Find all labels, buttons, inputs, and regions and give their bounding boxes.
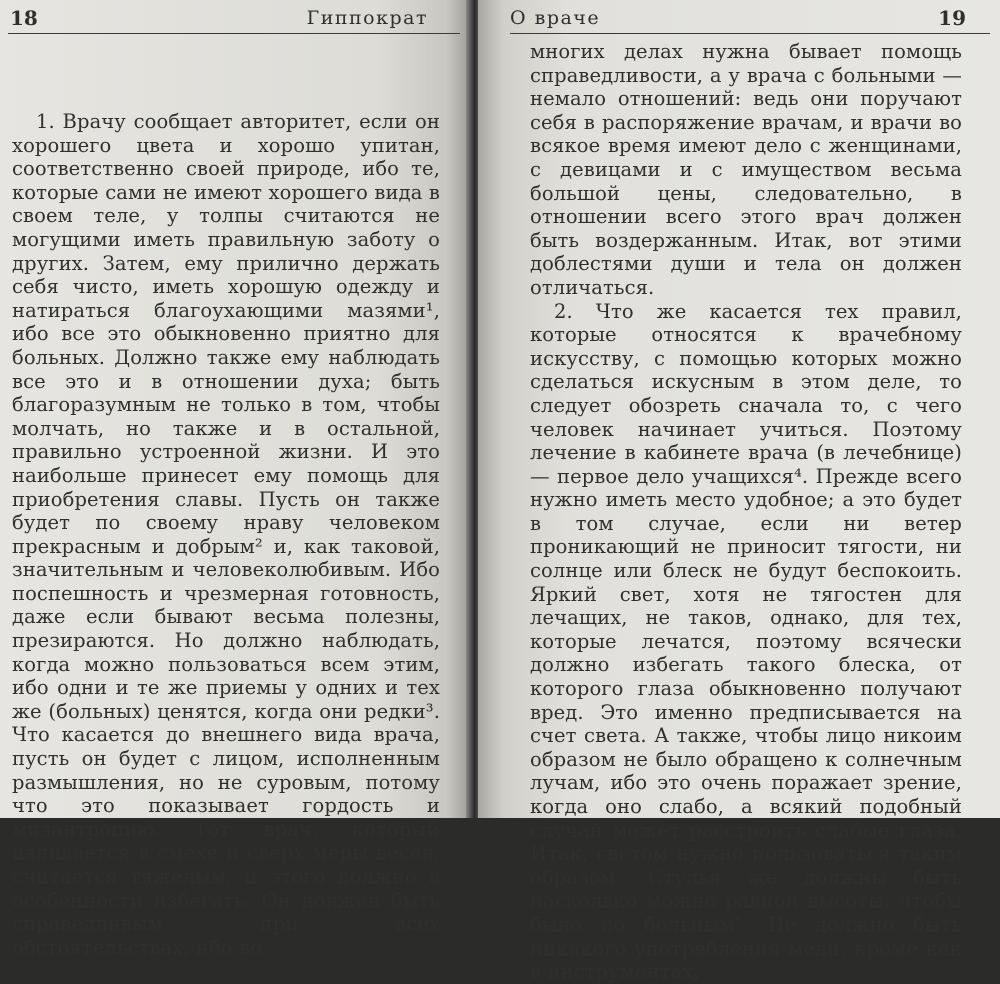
left-page-header	[8, 0, 460, 34]
page-number-left: 18	[10, 6, 38, 30]
paragraph-1: 1. Врачу сообщает авторитет, если он хорошего цвета и хорошо упитан, соответственно своей природе, ибо те, которые сами не имеют хорошего вида в своем теле, у толпы считаются не могущими иметь правильную заботу о других. Затем, ему прилично держать себя чисто, иметь хорошую одежду и натираться благоухающими мазями¹, ибо все это обыкновенно приятно для больных. Должно также ему наблюдать все это и в отношении духа; быть благоразумным не только в том, чтобы молчать, но также и в остальной, правильно устроенной жизни. И это наибольше принесет ему помощь для приобретения славы. Пусть он также будет по своему нраву человеком прекрасным и добрым² и, как таковой, значительным и человеколюбивым. Ибо поспешность и чрезмерная готовность, даже если бывают весьма полезны, презираются. Но должно наблюдать, когда можно пользоваться всем этим, ибо одни и те же приемы у одних и тех же (больных) ценятся, когда они редки³. Что касается до внешнего вида врача, пусть он будет с лицом, исполненным размышления, но не суровым, потому что это показывает гордость и мизантропию. Тот врач, который изливается в смехе и сверх меры весел, считается тяжелым, и этого должно в особенности избегать. Он должен быть справедливым при всех обстоятельствах, ибо во	[12, 110, 440, 959]
right-page-text	[530, 34, 990, 984]
right-page	[478, 0, 1000, 984]
running-title-right: О враче	[510, 7, 601, 29]
right-page-header	[510, 0, 990, 34]
paragraph-1-continuation: многих делах нужна бывает помощь справедливости, а у врача с больными — немало отношений: ведь они поручают себя в распоряжение врачам, и врачи во всякое время имеют дело с женщинами, с девицами и с имуществом весьма большой цены, следовательно, в отношении всего этого врач должен быть воздержанным. Итак, вот этими доблестями души и тела он должен отличаться.	[530, 40, 962, 299]
paragraph-2: 2. Что же касается тех правил, которые относятся к врачебному искусству, с помощью которых можно сделаться искусным в этом деле, то следует обозреть сначала то, с чего человек начинает учиться. Поэтому лечение в кабинете врача (в лечебнице) — первое дело учащихся⁴. Прежде всего нужно иметь место удобное; а это будет в том случае, если ни ветер проникающий не приносит тягости, ни солнце или блеск не будут беспокоить. Яркий свет, хотя не тягостен для лечащих, не таков, однако, для тех, которые лечатся, поэтому всячески должно избегать такого блеска, от которого глаза обыкновенно получают вред. Это именно предписывается на счет света. А также, чтобы лицо никоим образом не было обращено к солнечным лучам, ибо это очень поражает зрение, когда оно слабо, а всякий подобный случай может расстроить слабые глаза. Итак, светом нужно пользоваться таким образом. Стулья же должны быть насколько можно равной высоты, чтобы было по больным⁵. Не должно быть никакого употребления меди, кроме как в инструментах,	[530, 299, 962, 984]
left-page-text	[10, 34, 460, 959]
page-number-right: 19	[938, 6, 966, 30]
running-title-left: Гиппократ	[306, 7, 428, 29]
left-page	[0, 0, 470, 959]
